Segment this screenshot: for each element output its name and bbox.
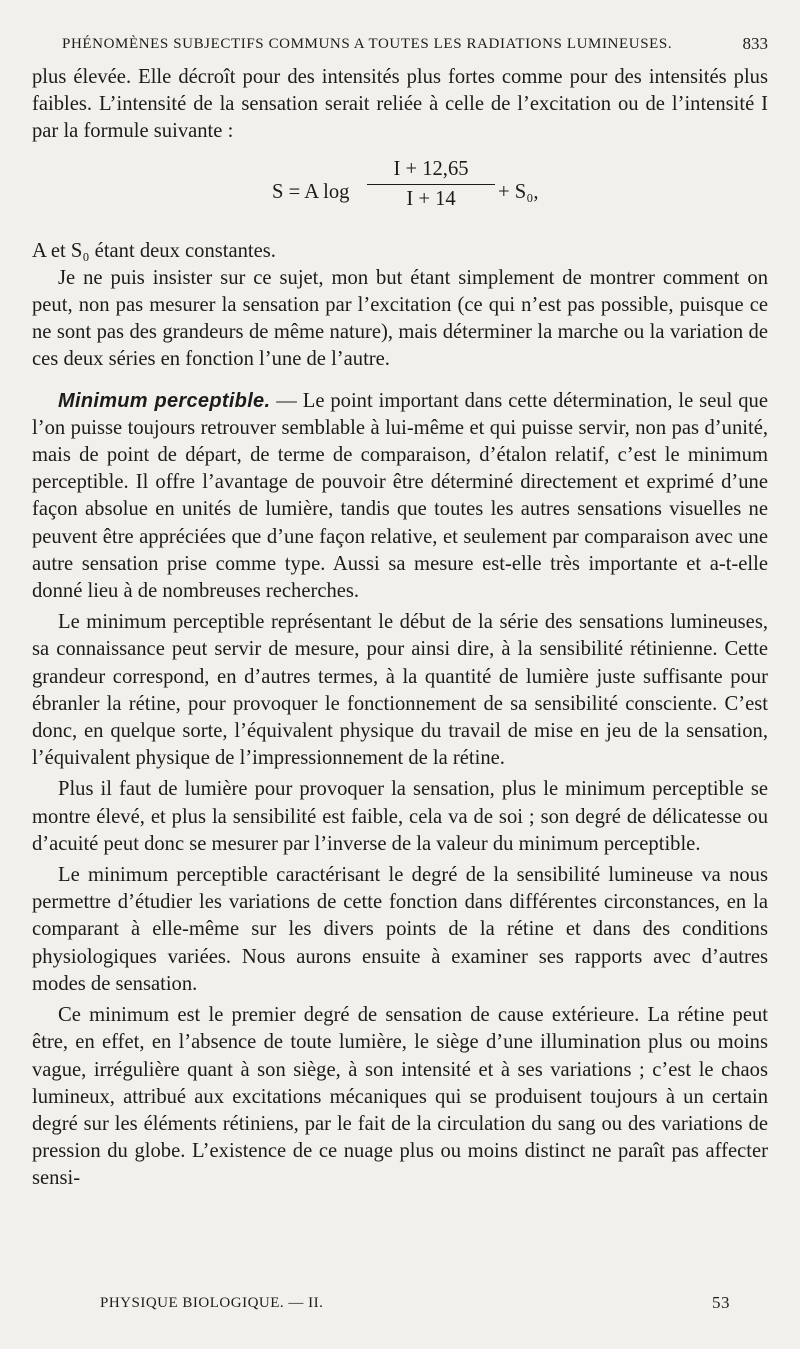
paragraph-minimum-text: — Le point important dans cette détermination, le seul que l’on puisse toujours retrouver semblable à lui-même et qui puisse servir, non pas d’unité, mais de point de départ, de terme de comparaison, d’étalon relatif, c’est le minimum perceptible. Il offre l’avantage de pouvoir être déterminé directement et exprimé d’une façon absolue en unités de lumière, tandis que toutes les autres sensations visuelles ne peuvent être appréciées que d’une façon relative, et seulement par comparaison avec une autre sensation prise comme type. Aussi sa mesure est-elle très importante et a-t-elle donné lieu à de nombreuses recherches. xyxy=(32,389,768,603)
book-title: PHYSIQUE BIOLOGIQUE. — II. xyxy=(100,1295,324,1311)
running-header xyxy=(62,32,768,58)
formula-denominator: I + 14 xyxy=(406,188,456,211)
paragraph-sensation: Je ne puis insister sur ce sujet, mon but étant simplement de montrer comment on peut, non pas mesurer la sensation par l’excitation (ce qui n’est pas possible, puisque ce ne sont pas des grandeurs de même nature), mais déterminer la marche ou la variation de ces deux séries en fonction l’une de l’autre. xyxy=(32,266,768,371)
footer xyxy=(100,1293,730,1319)
formula-numerator: I + 12,65 xyxy=(393,157,469,180)
body-text xyxy=(32,64,768,1193)
formula-lhs: S = A log xyxy=(272,180,350,203)
formula-rhs: + S₀, xyxy=(498,180,539,203)
paragraph-minimum xyxy=(32,388,768,606)
page-number: 833 xyxy=(742,34,768,53)
section-title: Minimum perceptible. xyxy=(58,389,271,412)
paragraph-constants: A et S₀ étant deux constantes. xyxy=(32,239,276,262)
paragraph-chaos: Ce minimum est le premier degré de sensation de cause extérieure. La rétine peut être, en effet, en l’absence de toute lumière, le siège d’une illumination plus ou moins vague, irrégulière quant à son siège, à son intensité et à ses variations ; c’est le chaos lumineux, attribué aux excitations mécaniques qui se produisent toujours à un certain degré sur les éléments rétiniens, par le fait de la circulation du sang ou des variations de pression du globe. L’existence de ce nuage plus ou moins distinct ne paraît pas affecter sensi- xyxy=(32,1004,768,1190)
formula-fraction xyxy=(367,156,495,214)
running-title: PHÉNOMÈNES SUBJECTIFS COMMUNS A TOUTES LES RADIATIONS LUMINEUSES. xyxy=(62,36,673,52)
paragraph-debut: Le minimum perceptible représentant le début de la série des sensations lumineuses, sa connaissance peut servir de mesure, pour ainsi dire, à la sensibilité rétinienne. Cette grandeur correspond, en d’autres termes, à la quantité de lumière juste suffisante pour ébranler la rétine, pour provoquer le fonctionnement de sa sensibilité consciente. C’est donc, en quelque sorte, l’équivalent physique du travail de mise en jeu de la sensation, l’équivalent physique de l’impressionnement de la rétine. xyxy=(32,611,768,770)
paragraph-intro: plus élevée. Elle décroît pour des intensités plus fortes comme pour des intensités plus faibles. L’intensité de la sensation serait reliée à celle de l’excitation ou de l’intensité I par la formule suivante : xyxy=(32,66,768,143)
formula xyxy=(32,150,768,238)
signature-mark: 53 xyxy=(712,1293,730,1312)
paragraph-lumiere: Plus il faut de lumière pour provoquer la sensation, plus le minimum perceptible se montre élevé, et plus la sensibilité est faible, cela va de soi ; son degré de délicatesse ou d’acuité peut donc se mesurer par l’inverse de la valeur du minimum perceptible. xyxy=(32,778,768,855)
paragraph-variations: Le minimum perceptible caractérisant le degré de la sensibilité lumineuse va nous permettre d’étudier les variations de cette fonction dans différentes circonstances, en la comparant à elle-même sur les divers points de la rétine et dans des conditions physiologiques variées. Nous aurons ensuite à examiner ses rapports avec d’autres modes de sensation. xyxy=(32,864,768,995)
